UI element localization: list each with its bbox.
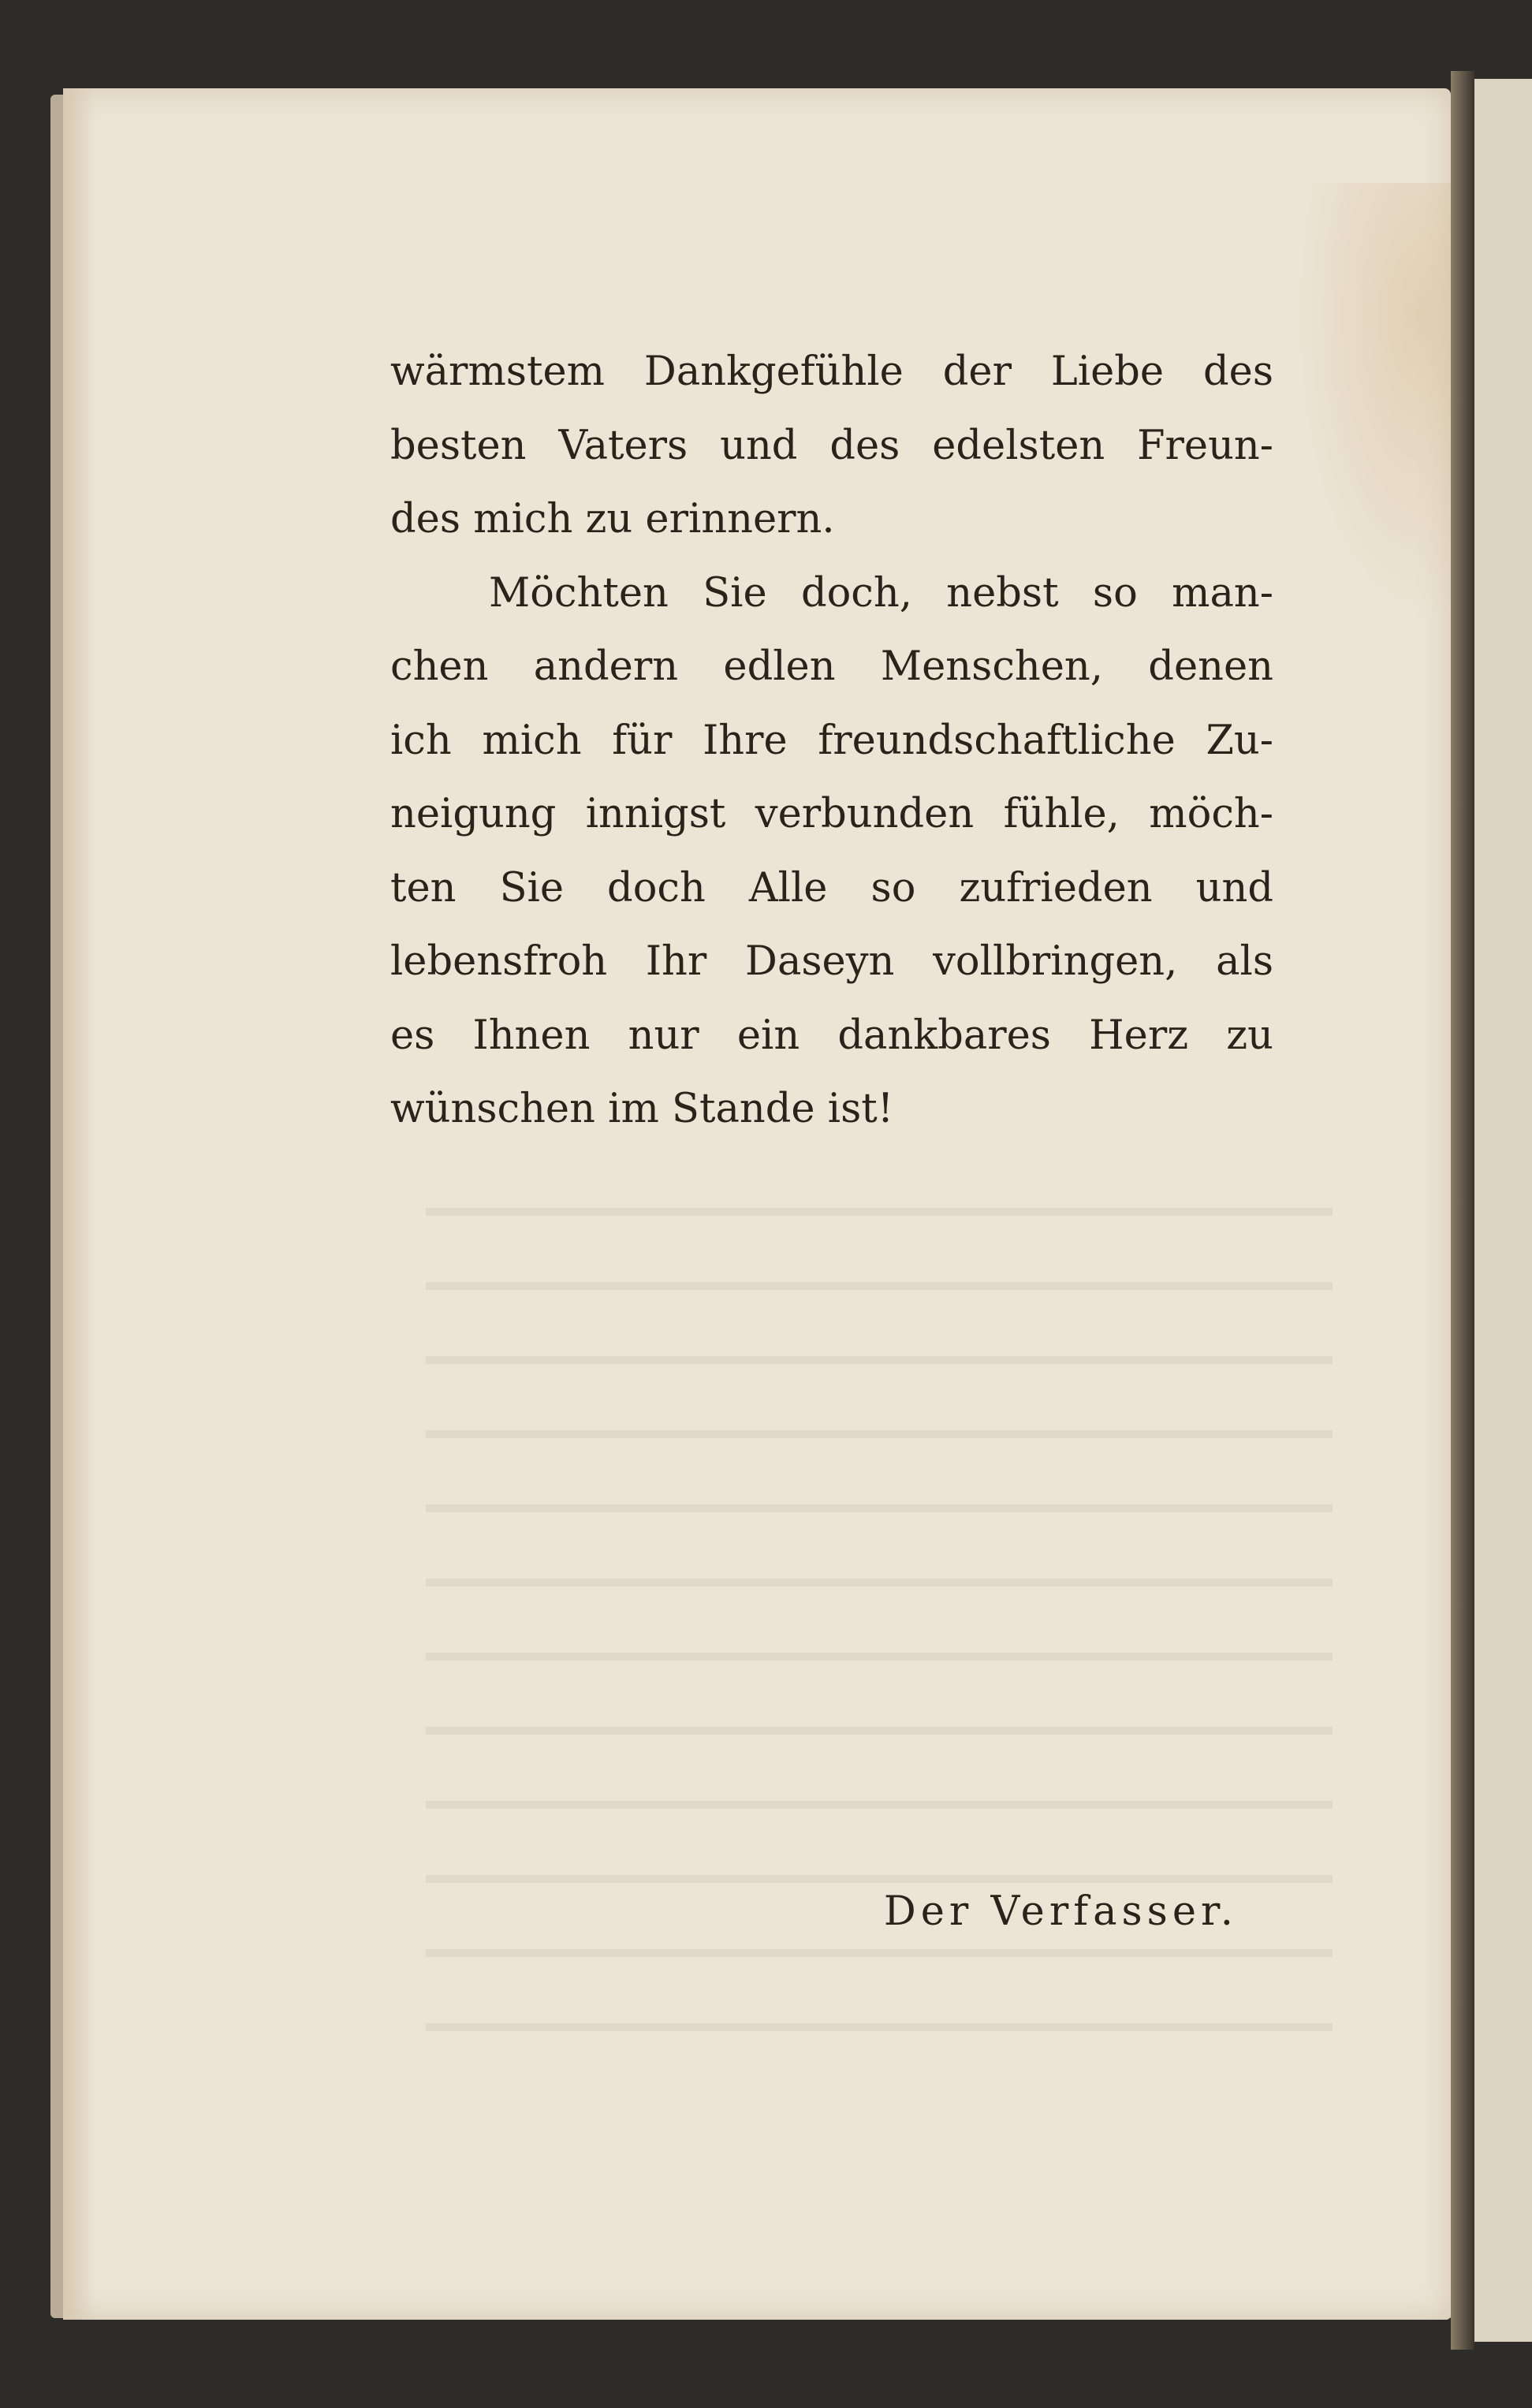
- text-line: ich mich für Ihre freundschaftliche Zu-: [390, 717, 1273, 764]
- text-line: wünschen im Stande ist!: [390, 1086, 894, 1132]
- text-line: Möchten Sie doch, nebst so man-: [489, 569, 1273, 617]
- text-line: es Ihnen nur ein dankbares Herz zu: [390, 1012, 1273, 1059]
- page-edge: [63, 88, 95, 2320]
- page-stain: [1293, 183, 1451, 624]
- text-line: neigung innigst verbunden fühle, möch-: [390, 791, 1273, 837]
- text-line: wärmstem Dankgefühle der Liebe des: [390, 349, 1273, 395]
- text-line: des mich zu erinnern.: [390, 496, 835, 542]
- text-line: ten Sie doch Alle so zufrieden und: [390, 864, 1273, 911]
- text-line: besten Vaters und des edelsten Freun-: [390, 422, 1273, 469]
- paragraph: [390, 557, 1273, 1146]
- paragraph: [390, 335, 1273, 557]
- body-text: [390, 335, 1273, 1146]
- book-gutter: [1451, 71, 1474, 2350]
- text-line: lebensfroh Ihr Daseyn vollbringen, als: [390, 938, 1273, 985]
- facing-page-edge: [1474, 79, 1532, 2342]
- text-line: chen andern edlen Menschen, denen: [390, 643, 1273, 690]
- signature: Der Verfasser.: [883, 1888, 1238, 1935]
